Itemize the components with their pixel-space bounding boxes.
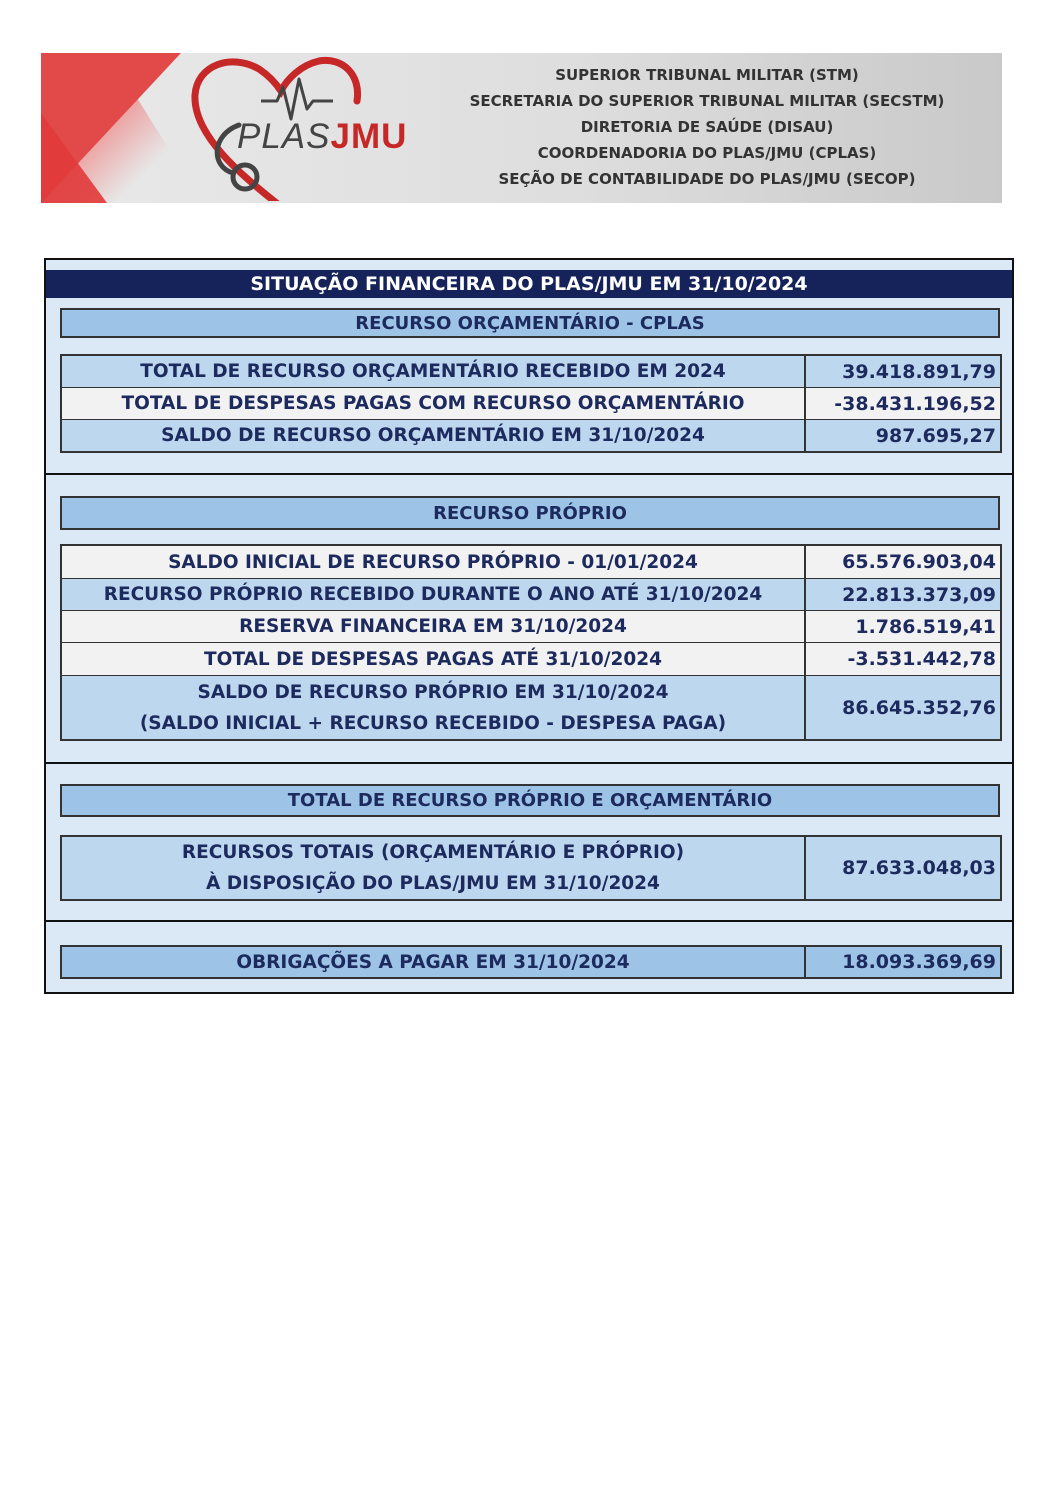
row-label: SALDO INICIAL DE RECURSO PRÓPRIO - 01/01/2024 [62, 546, 806, 578]
section-header-orcamentario: RECURSO ORÇAMENTÁRIO - CPLAS [60, 308, 1000, 338]
org-line-disau: DIRETORIA DE SAÚDE (DISAU) [580, 118, 834, 136]
row-label: TOTAL DE DESPESAS PAGAS COM RECURSO ORÇAMENTÁRIO [62, 388, 806, 419]
section-divider [46, 473, 1012, 475]
table-row-orcamento-despesas [60, 387, 1002, 419]
section-divider [46, 920, 1012, 922]
logo-wordmark [237, 117, 407, 157]
row-value: 987.695,27 [875, 424, 996, 447]
row-label: OBRIGAÇÕES A PAGAR EM 31/10/2024 [62, 947, 806, 977]
row-value: 1.786.519,41 [855, 615, 996, 638]
row-value: 22.813.373,09 [842, 583, 996, 606]
row-value: 86.645.352,76 [842, 696, 996, 719]
row-label-line1: RECURSOS TOTAIS (ORÇAMENTÁRIO E PRÓPRIO) [181, 842, 685, 863]
row-label-line2: À DISPOSIÇÃO DO PLAS/JMU EM 31/10/2024 [206, 873, 660, 894]
logo-plas-text: PLAS [237, 117, 331, 156]
table-row-obrigacoes [60, 945, 1002, 979]
org-line-cplas: COORDENADORIA DO PLAS/JMU (CPLAS) [537, 144, 877, 162]
section-header-total: TOTAL DE RECURSO PRÓPRIO E ORÇAMENTÁRIO [60, 784, 1000, 817]
row-value: -38.431.196,52 [834, 392, 996, 415]
row-value: 18.093.369,69 [842, 951, 996, 973]
row-value: 65.576.903,04 [842, 551, 996, 573]
row-value: -3.531.442,78 [847, 648, 996, 670]
table-row-proprio-reserva [60, 610, 1002, 642]
row-label-line1: SALDO DE RECURSO PRÓPRIO EM 31/10/2024 [197, 681, 669, 703]
row-label: RESERVA FINANCEIRA EM 31/10/2024 [62, 611, 806, 642]
section-divider [46, 762, 1012, 764]
row-label: TOTAL DE DESPESAS PAGAS ATÉ 31/10/2024 [62, 643, 806, 675]
row-label-line2: (SALDO INICIAL + RECURSO RECEBIDO - DESPESA PAGA) [139, 712, 727, 734]
org-line-stm: SUPERIOR TRIBUNAL MILITAR (STM) [555, 66, 859, 84]
row-value: 87.633.048,03 [842, 857, 996, 879]
table-row-proprio-saldo [60, 675, 1002, 741]
section-header-proprio: RECURSO PRÓPRIO [60, 496, 1000, 530]
table-row-recursos-totais [60, 835, 1002, 901]
row-label: RECURSO PRÓPRIO RECEBIDO DURANTE O ANO ATÉ 31/10/2024 [62, 579, 806, 610]
org-line-secstm: SECRETARIA DO SUPERIOR TRIBUNAL MILITAR (SECSTM) [469, 92, 945, 110]
table-row-orcamento-recebido [60, 354, 1002, 387]
report-title: SITUAÇÃO FINANCEIRA DO PLAS/JMU EM 31/10/2024 [46, 270, 1012, 298]
table-row-proprio-saldo-inicial [60, 544, 1002, 578]
row-value: 39.418.891,79 [842, 360, 996, 383]
organization-lines [433, 62, 981, 192]
logo-jmu-text: JMU [330, 117, 408, 156]
table-row-proprio-despesas [60, 642, 1002, 675]
table-row-orcamento-saldo [60, 419, 1002, 453]
org-line-secop: SEÇÃO DE CONTABILIDADE DO PLAS/JMU (SECOP) [498, 170, 916, 188]
row-label [62, 676, 806, 739]
header-banner [41, 53, 1002, 203]
financial-report-table [44, 258, 1014, 994]
table-row-proprio-recebido [60, 578, 1002, 610]
row-label [62, 837, 806, 899]
row-label: TOTAL DE RECURSO ORÇAMENTÁRIO RECEBIDO EM 2024 [62, 356, 806, 387]
row-label: SALDO DE RECURSO ORÇAMENTÁRIO EM 31/10/2024 [62, 420, 806, 451]
